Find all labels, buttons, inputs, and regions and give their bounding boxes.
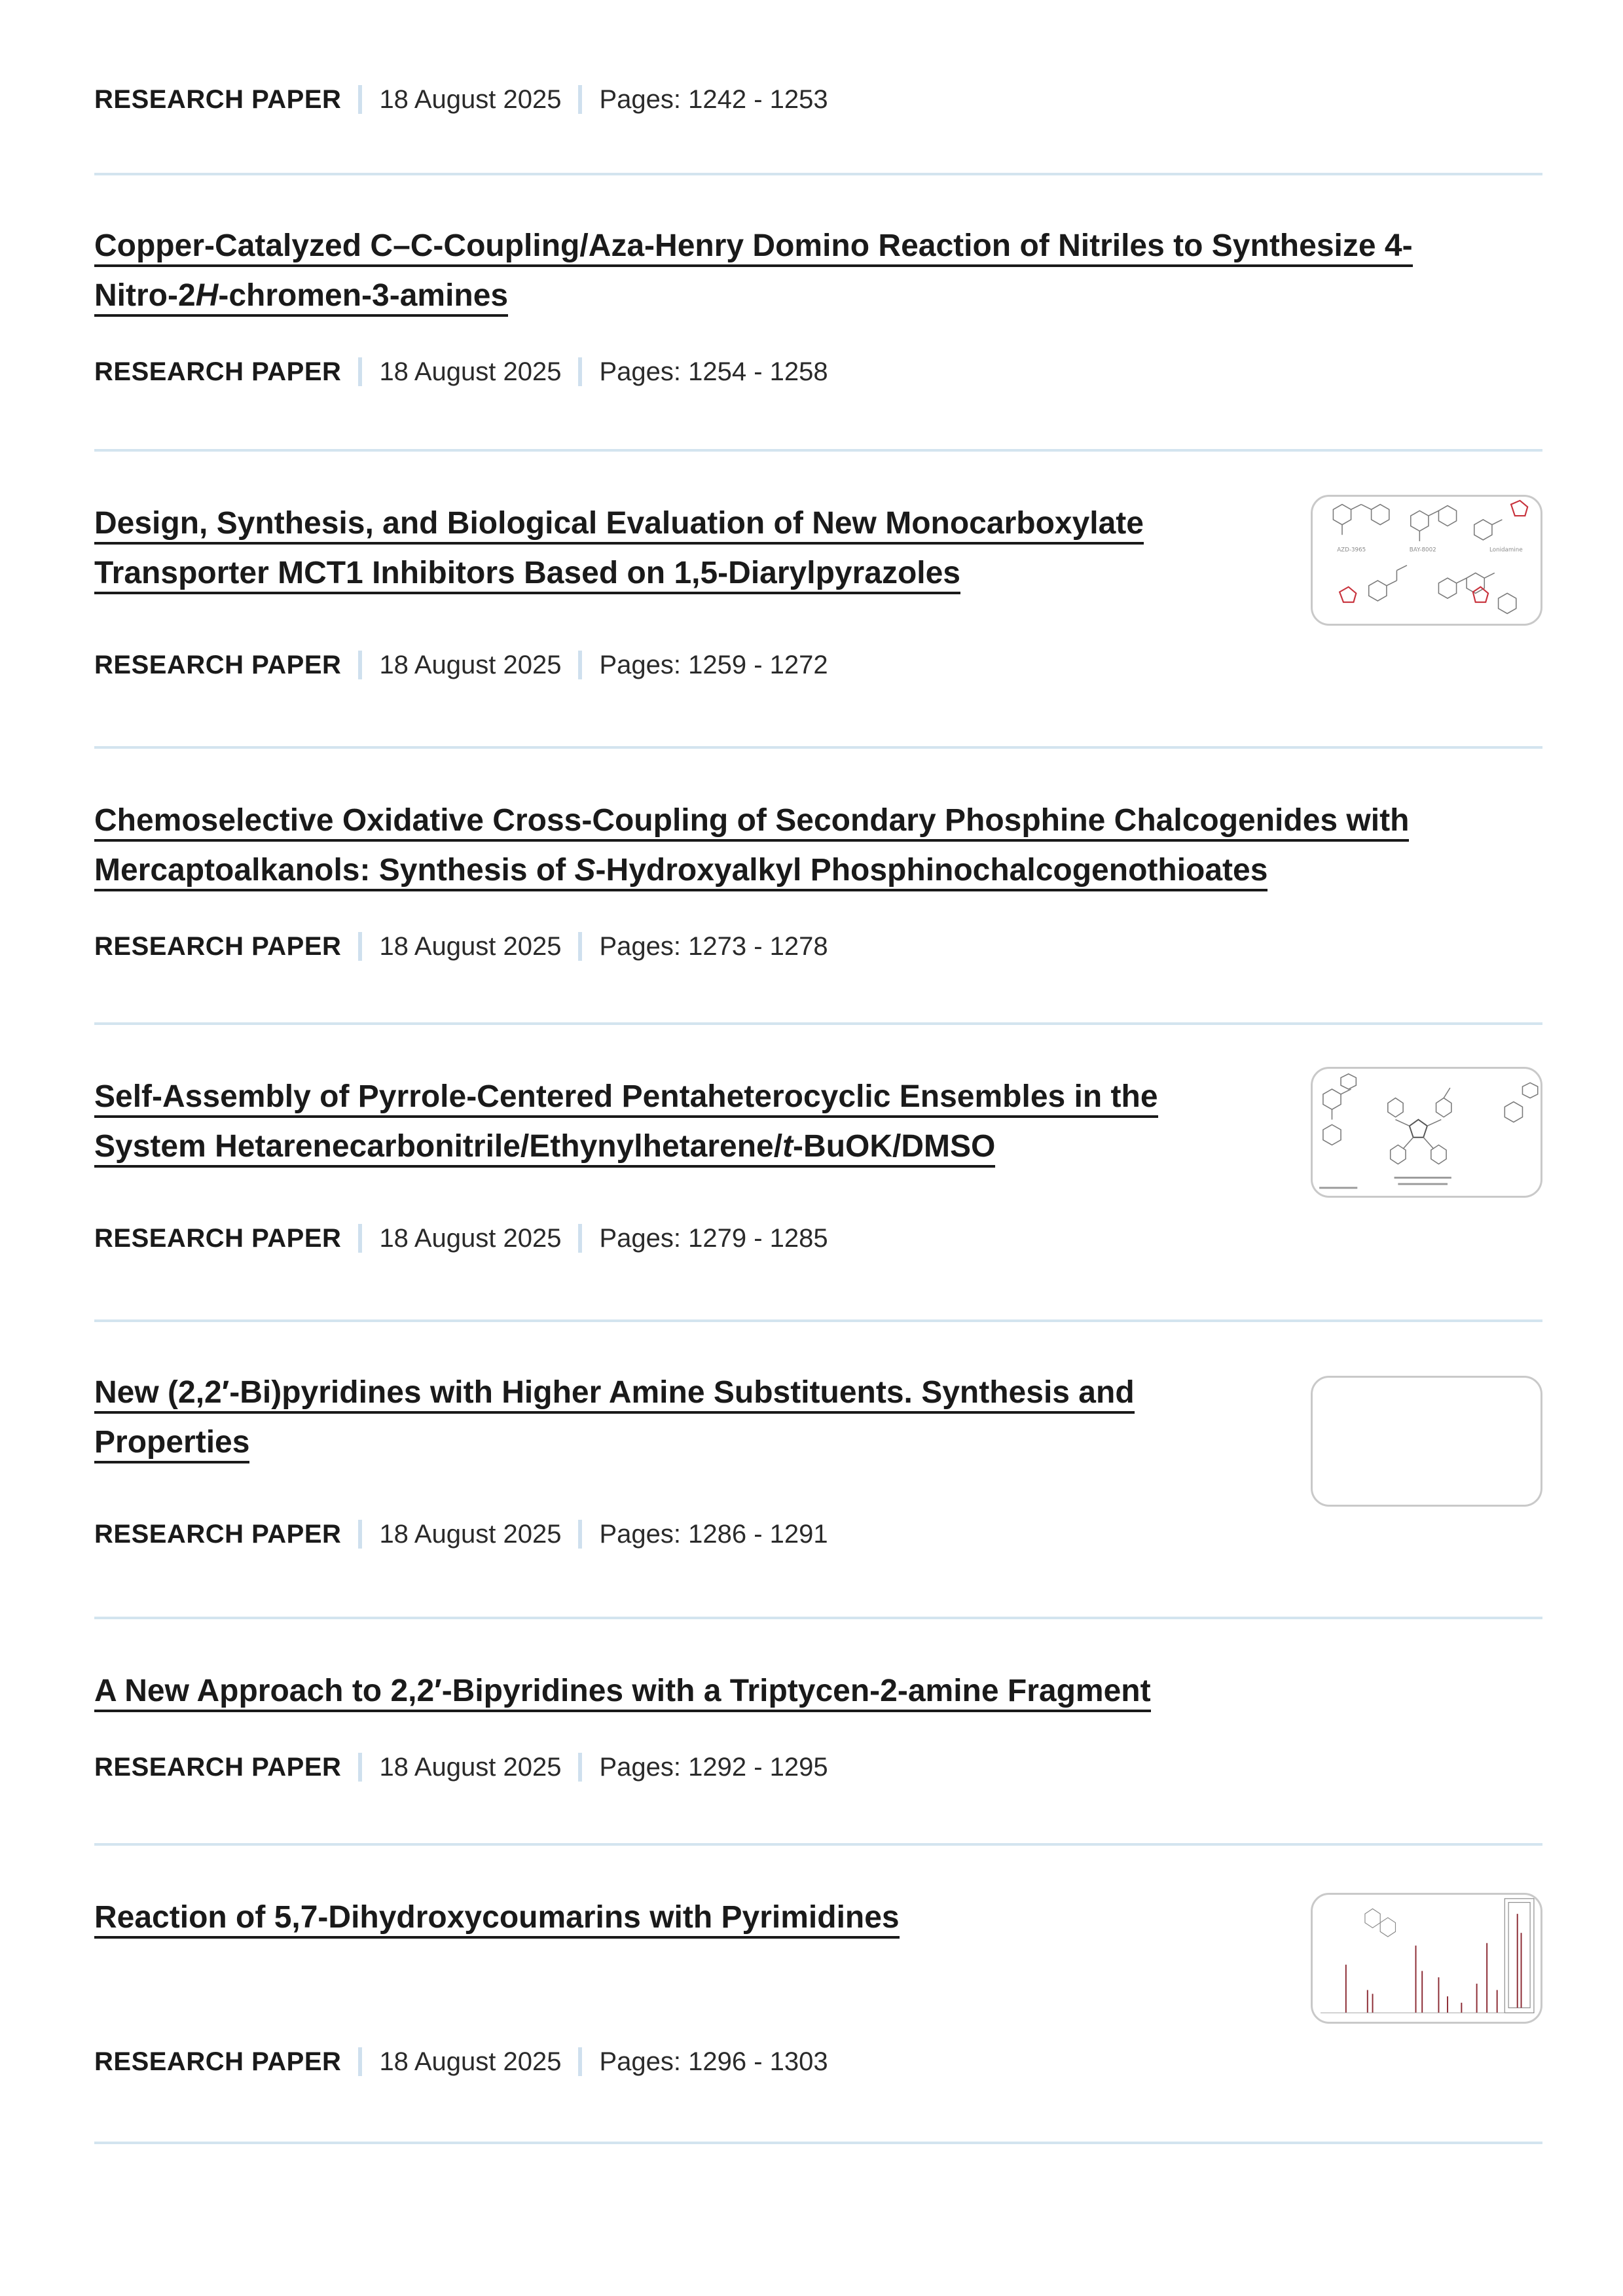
meta-separator (358, 1753, 362, 1782)
article-title-link[interactable] (94, 1893, 1273, 1943)
thumb-label: BAY-8002 (1409, 547, 1436, 554)
article-pages: Pages: 1292 - 1295 (599, 1753, 828, 1782)
divider (94, 746, 1542, 749)
divider (94, 2142, 1542, 2144)
article-meta (94, 2046, 828, 2077)
article-entry (94, 1666, 1542, 1782)
article-date: 18 August 2025 (379, 1224, 562, 1253)
article-title-line: Design, Synthesis, and Biological Evaluation of New Monocarboxylate (94, 506, 1144, 545)
article-title-line (94, 853, 1267, 891)
title-italic-segment: S (574, 853, 596, 888)
divider (94, 1617, 1542, 1619)
meta-separator (358, 85, 362, 114)
meta-separator (358, 357, 362, 386)
article-date: 18 August 2025 (379, 1520, 562, 1549)
article-type: RESEARCH PAPER (94, 85, 342, 114)
article-entry (94, 1893, 1542, 2076)
meta-separator (578, 651, 582, 679)
article-title-link[interactable] (94, 499, 1273, 598)
thumb-label: AZD-3965 (1337, 547, 1366, 554)
chemical-structures-icon (1313, 497, 1541, 624)
article-date: 18 August 2025 (379, 932, 562, 961)
thumb-label: Lonidamine (1489, 547, 1523, 554)
meta-separator (578, 932, 582, 961)
chemical-structures-thumbnail[interactable] (1311, 495, 1542, 626)
meta-separator (358, 1224, 362, 1253)
article-title-line: Reaction of 5,7-Dihydroxycoumarins with Pyrimidines (94, 1900, 900, 1939)
article-title-link[interactable] (94, 1072, 1273, 1172)
article-type: RESEARCH PAPER (94, 357, 342, 386)
article-pages: Pages: 1259 - 1272 (599, 651, 828, 679)
article-title-line: A New Approach to 2,2′-Bipyridines with a Triptycen-2-amine Fragment (94, 1674, 1151, 1712)
article-entry (94, 1072, 1542, 1253)
article-meta (94, 1751, 828, 1783)
article-meta (94, 84, 828, 115)
pyrrole-structure-icon (1313, 1069, 1541, 1196)
article-title-link[interactable] (94, 1666, 1542, 1716)
meta-separator (578, 357, 582, 386)
article-meta (94, 1223, 828, 1254)
meta-separator (578, 1753, 582, 1782)
article-pages: Pages: 1242 - 1253 (599, 85, 828, 114)
title-italic-segment: H (195, 278, 219, 313)
title-segment: Nitro-2 (94, 278, 196, 313)
article-date: 18 August 2025 (379, 357, 562, 386)
article-meta (94, 1518, 828, 1550)
title-segment: System Hetarenecarbonitrile/Ethynylhetarene/ (94, 1129, 783, 1164)
article-date: 18 August 2025 (379, 651, 562, 679)
article-title-line: New (2,2′-Bi)pyridines with Higher Amine Substituents. Synthesis and (94, 1375, 1135, 1414)
title-segment: -chromen-3-amines (218, 278, 509, 313)
article-type: RESEARCH PAPER (94, 932, 342, 961)
meta-separator (358, 2047, 362, 2076)
article-title-line: Copper-Catalyzed C–C-Coupling/Aza-Henry Domino Reaction of Nitriles to Synthesize 4- (94, 228, 1413, 267)
divider (94, 449, 1542, 452)
pyrrole-structure-thumbnail[interactable] (1311, 1067, 1542, 1198)
article-title-line: Chemoselective Oxidative Cross-Coupling of Secondary Phosphine Chalcogenides with (94, 803, 1409, 842)
article-title-line (94, 278, 508, 317)
article-entry (94, 499, 1542, 679)
title-segment: -Hydroxyalkyl Phosphinochalcogenothioates (595, 853, 1268, 888)
article-entry (94, 221, 1542, 386)
article-type: RESEARCH PAPER (94, 2047, 342, 2076)
meta-separator (358, 651, 362, 679)
article-pages: Pages: 1296 - 1303 (599, 2047, 828, 2076)
article-type: RESEARCH PAPER (94, 1520, 342, 1549)
article-date: 18 August 2025 (379, 2047, 562, 2076)
meta-separator (578, 1520, 582, 1549)
article-type: RESEARCH PAPER (94, 1224, 342, 1253)
article-title-line (94, 1129, 995, 1168)
meta-separator (358, 1520, 362, 1549)
article-date: 18 August 2025 (379, 85, 562, 114)
article-meta (94, 649, 828, 681)
article-date: 18 August 2025 (379, 1753, 562, 1782)
article-entry (94, 1368, 1542, 1549)
article-pages: Pages: 1273 - 1278 (599, 932, 828, 961)
article-entry (94, 796, 1542, 961)
nmr-spectrum-thumbnail[interactable] (1311, 1893, 1542, 2024)
title-segment: -BuOK/DMSO (793, 1129, 996, 1164)
title-segment: Mercaptoalkanols: Synthesis of (94, 853, 575, 888)
divider (94, 1022, 1542, 1025)
meta-separator (578, 85, 582, 114)
meta-separator (578, 2047, 582, 2076)
blank-thumbnail[interactable] (1311, 1376, 1542, 1507)
meta-separator (578, 1224, 582, 1253)
title-italic-segment: t (782, 1129, 793, 1164)
nmr-spectrum-icon (1313, 1895, 1541, 2022)
article-title-line: Transporter MCT1 Inhibitors Based on 1,5-Diarylpyrazoles (94, 556, 960, 594)
article-meta (94, 931, 828, 962)
article-title-link[interactable] (94, 1368, 1273, 1467)
divider (94, 1319, 1542, 1322)
article-title-line: Self-Assembly of Pyrrole-Centered Pentaheterocyclic Ensembles in the (94, 1079, 1158, 1118)
article-title-link[interactable] (94, 221, 1542, 321)
article-meta (94, 356, 828, 387)
article-title-link[interactable] (94, 796, 1542, 895)
article-pages: Pages: 1254 - 1258 (599, 357, 828, 386)
article-pages: Pages: 1286 - 1291 (599, 1520, 828, 1549)
article-type: RESEARCH PAPER (94, 651, 342, 679)
divider (94, 1843, 1542, 1846)
article-pages: Pages: 1279 - 1285 (599, 1224, 828, 1253)
meta-separator (358, 932, 362, 961)
divider (94, 173, 1542, 175)
article-title-line: Properties (94, 1425, 249, 1463)
article-type: RESEARCH PAPER (94, 1753, 342, 1782)
